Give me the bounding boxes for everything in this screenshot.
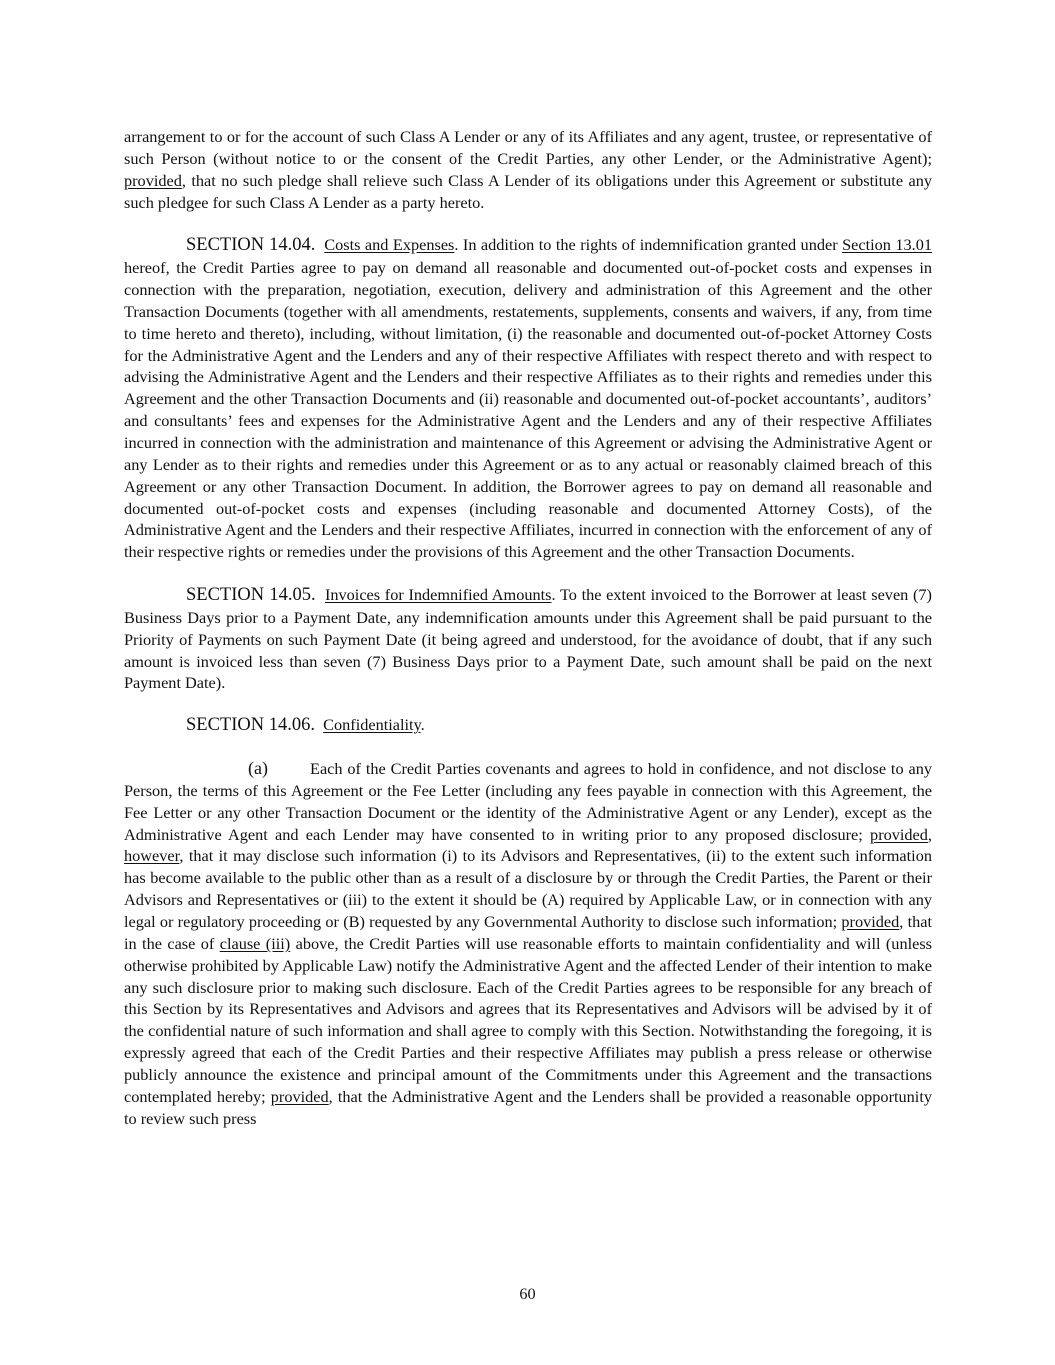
section-14-06 bbox=[124, 714, 932, 737]
text-run: above, the Credit Parties will use reasonable efforts to maintain confidentiality and will (unless otherwise prohibited by Applicable Law) notify the Administrative Agent and the affected Lender of their intention to make any such disclosure prior to making such disclosure. Each of the Credit Parties agrees to be responsible for any breach of this Section by its Representatives and Advisors and agrees that its Representatives and Advisors will be advised by it of the confidential nature of such information and shall agree to comply with this Section. Notwithstanding the foregoing, it is expressly agreed that each of the Credit Parties and their respective Affiliates may publish a press release or otherwise publicly announce the existence and principal amount of the Commitments under this Agreement and the transactions contemplated hereby; bbox=[124, 933, 933, 1106]
clause-label: (a) bbox=[248, 758, 268, 779]
underlined-term: provided bbox=[124, 170, 182, 190]
text-run: , that the Administrative Agent and the Lenders shall be provided a reasonable opportunity to review such press bbox=[124, 1086, 932, 1128]
text-run: arrangement to or for the account of such Class A Lender or any of its Affiliates and any agent, trustee, or representative of such Person (without notice to or the consent of the Credit Parties, any other Lender, or the Administrative Agent); bbox=[124, 127, 932, 168]
document-page bbox=[124, 126, 932, 1129]
section-reference: Section 13.01 bbox=[842, 235, 932, 255]
page-number: 60 bbox=[519, 1284, 536, 1303]
text-run: . In addition to the rights of indemnification granted under bbox=[454, 235, 843, 255]
underlined-term: however bbox=[124, 846, 180, 866]
section-number: SECTION 14.04. bbox=[186, 235, 316, 256]
underlined-term: provided bbox=[270, 1086, 329, 1106]
section-14-05 bbox=[124, 584, 932, 694]
section-title: Costs and Expenses bbox=[324, 235, 455, 255]
text-run: , that no such pledge shall relieve such Class A Lender of its obligations under this Agreement or substitute any such pledgee for such Class A Lender as a party hereto. bbox=[124, 170, 932, 212]
section-number: SECTION 14.05. bbox=[186, 585, 316, 606]
section-title: Confidentiality bbox=[323, 715, 421, 735]
section-title: Invoices for Indemnified Amounts bbox=[324, 585, 552, 605]
text-run: Each of the Credit Parties covenants and agrees to hold in confidence, and not disclose to any Person, the terms of this Agreement or the Fee Letter (including any fees payable in connection with this Agreement, the Fee Letter or any other Transaction Document or the identity of the Administrative Agent or any Lender), except as the Administrative Agent and each Lender may have consented to in writing prior to any proposed disclosure; bbox=[124, 759, 932, 844]
underlined-term: provided bbox=[841, 912, 900, 931]
text-run: . To the extent invoiced to the Borrower at least seven (7) Business Days prior to a Payment Date, any indemnification amounts under this Agreement shall be paid pursuant to the Priority of Payments on such Payment Date (it being agreed and understood, for the avoidance of doubt, that if any such amount is invoiced less than seven (7) Business Days prior to a Payment Date, such amount shall be paid on the next Payment Date). bbox=[124, 585, 932, 693]
clause-reference: clause (iii) bbox=[219, 933, 291, 953]
section-14-06-a bbox=[124, 758, 932, 1129]
text-run: hereof, the Credit Parties agree to pay on demand all reasonable and documented out-of-pocket costs and expenses in connection with the preparation, negotiation, execution, delivery and administration of this Agreement and the other Transaction Documents (together with all amendments, restatements, supplements, consents and waivers, if any, from time to time hereto and thereto), including, without limitation, (i) the reasonable and documented out-of-pocket Attorney Costs for the Administrative Agent and the Lenders and any of their respective Affiliates with respect thereto and with respect to advising the Administrative Agent and the Lenders and their respective Affiliates as to their rights and remedies under this Agreement and the other Transaction Documents and (ii) reasonable and documented out-of-pocket accountants’, auditors’ and consultants’ fees and expenses for the Administrative Agent and the Lenders and any of their respective Affiliates incurred in connection with the administration and maintenance of this Agreement or advising the Administrative Agent or any Lender as to their rights and remedies under this Agreement or as to any actual or reasonably claimed breach of this Agreement or any other Transaction Document. In addition, the Borrower agrees to pay on demand all reasonable and documented out-of-pocket costs and expenses (including reasonable and documented Attorney Costs), of the Administrative Agent and the Lenders and their respective Affiliates, incurred in connection with the enforcement of any of their respective rights or remedies under the provisions of this Agreement and the other Transaction Documents. bbox=[124, 258, 932, 562]
underlined-term: provided bbox=[870, 824, 928, 844]
continued-paragraph bbox=[124, 126, 932, 213]
text-run: , that in the case of bbox=[124, 912, 932, 953]
section-14-04 bbox=[124, 234, 932, 563]
text-run: , bbox=[927, 824, 932, 844]
text-run: , that it may disclose such information (i) to its Advisors and Representatives, (ii) to the extent such information has become available to the public other than as a result of a disclosure by or through the Credit Parties, the Parent or their Advisors and Representatives or (iii) to the extent it should be (A) required by Applicable Law, or in connection with any legal or regulatory proceeding or (B) requested by any Governmental Authority to disclose such information; bbox=[124, 846, 932, 931]
text-run: . bbox=[420, 715, 425, 735]
section-number: SECTION 14.06. bbox=[186, 715, 315, 736]
